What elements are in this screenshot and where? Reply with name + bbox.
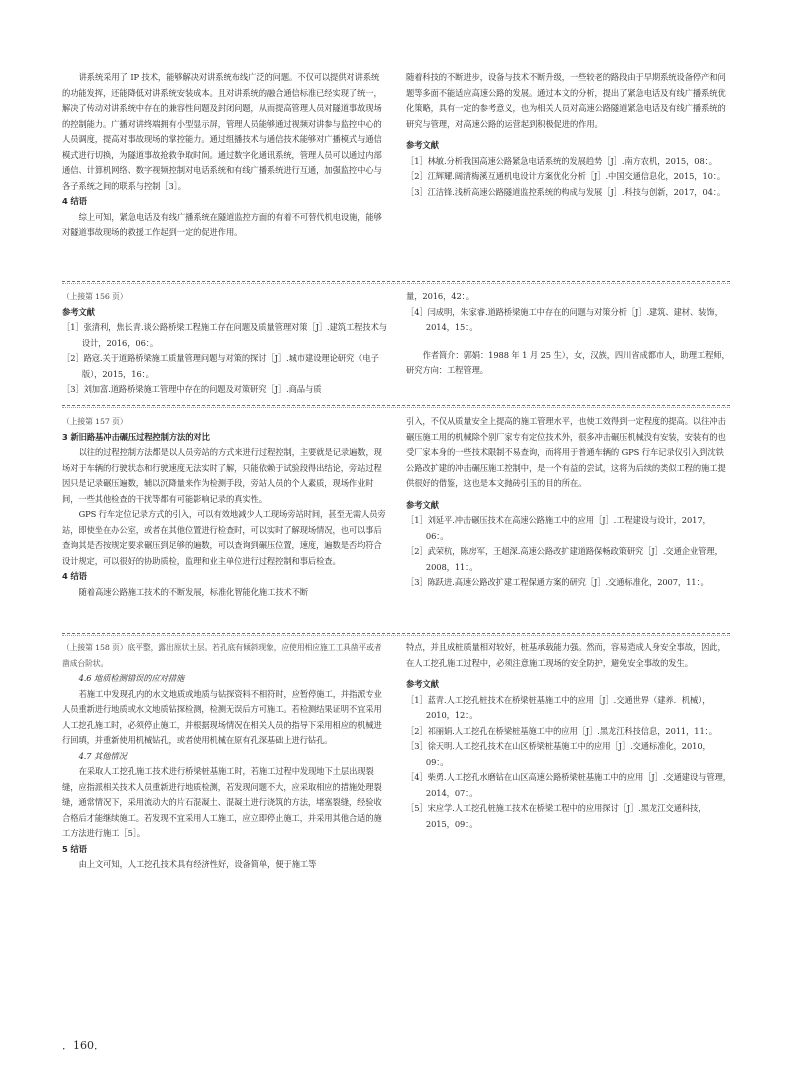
continuation-note: （上接第 156 页） [62, 292, 128, 301]
section-heading: 3 新旧路基冲击碾压过程控制方法的对比 [62, 431, 210, 442]
continuation-note: （上接第 157 页） [62, 417, 128, 426]
paragraph: 以往的过程控制方法都是以人员旁站的方式来进行过程控制，主要就是记录遍数，现场对于车辆的行驶状态和行驶速度无法实时了解，只能依赖于试验段得出结论，旁站过程因只是记录碾压遍数，辅以沉降量来作为检测手段，旁站人员的个人素质，现场作业时间，一些其他检查的干扰等都有可能影响记录的真实性。 [62, 447, 382, 504]
section-divider [62, 281, 730, 282]
paragraph: 随着高速公路施工技术的不断发展，标准化智能化施工技术不断 [78, 586, 309, 597]
reference-item: ［3］陈跃进.高速公路改扩建工程保通方案的研究［J］.交通标准化，2007，11：。 [406, 577, 709, 587]
reference-item: ［2］路寇.关于道路桥梁施工质量管理问题与对策的探讨［J］.城市建设理论研究（电子版），2015，16：。 [62, 353, 379, 379]
s1-left [62, 70, 387, 241]
section-heading: 5 结语 [62, 843, 87, 854]
paragraph: 综上可知，紧急电话及有线广播系统在隧道监控方面的有着不可替代机电设施，能够对隧道事故现场的救援工作起到一定的促进作用。 [62, 211, 382, 237]
reference-item: ［1］蓝青.人工挖孔桩技术在桥梁桩基施工中的应用［J］.交通世界（建养．机械），2010，12：。 [406, 694, 711, 720]
continuation-note: （上接第 158 页）底平整，露出原状土层。若孔底有倾斜现象，应使用相应施工工具凿平或者凿成台阶状。 [62, 643, 382, 668]
paragraph: 在采取人工挖孔施工技术进行桥梁桩基施工时，若施工过程中发现地下土层出现裂缝，应指派相关技术人员重新进行地质检测，若发现问题不大，应采取相应的措施处理裂缝，通常情况下，采用流动大的片石混凝土、混凝土进行浇筑的方法，堵塞裂缝，经验收合格后才能继续施工。若发现不宜采用人工施工，应立即停止施工，并采用其他合适的施工方法进行施工［5］。 [62, 766, 382, 838]
reference-item: ［4］柴勇.人工挖孔水磨钻在山区高速公路桥梁桩基施工中的应用［J］.交通建设与管理，2014，07：。 [406, 772, 731, 798]
paragraph: 引入，不仅从质量安全上提高的施工管理水平，也使工效得到一定程度的提高。以往冲击碾压施工用的机械除个别厂家专有定位技术外，很多冲击碾压机械没有安装，安装有的也受厂家本身的一些技术限制不易查询，而将用于普通车辆的 GPS 行车记录仪引入到沈铁公路改扩建的冲击碾压施工控制中，是一个有益的尝试，这将为后续的类似工程的施工提供很好的借鉴，这也是本文抛砖引玉的目的所在。 [406, 416, 726, 488]
section-heading: 参考文献 [406, 140, 439, 150]
paragraph: 由上文可知，人工挖孔技术具有经济性好，设备简单，便于施工等 [78, 859, 317, 869]
s3-left [62, 414, 387, 600]
s2-left [62, 289, 387, 398]
section-heading: 参考文献 [406, 679, 439, 689]
section-divider [62, 405, 730, 406]
reference-item: ［3］江洁锋.浅析高速公路隧道监控系统的构成与发展［J］.科技与创新，2017，04：。 [406, 186, 726, 197]
reference-item: ［3］徐天明.人工挖孔技术在山区桥梁桩基施工中的应用［J］.交通标准化，2010，09：。 [406, 741, 711, 767]
reference-item: ［2］祁丽娟.人工挖孔在桥梁桩基施工中的应用［J］.黑龙江科技信息，2011，11：。 [406, 725, 717, 736]
section-heading: 参考文献 [406, 499, 439, 510]
s4-left [62, 640, 387, 873]
reference-item: ［4］闫成明，朱家睿.道路桥梁施工中存在的问题与对策分析［J］.建筑、建材、装饰，2014，15：。 [406, 306, 723, 332]
reference-item: ［2］武荣杭，陈房军，王超深.高速公路改扩建道路保畅政策研究［J］.交通企业管理，2008，11：。 [406, 546, 723, 572]
paragraph: 讲系统采用了 IP 技术，能够解决对讲系统布线广泛的问题。不仅可以提供对讲系统的功能发挥，还能降低对讲系统安装成本。且对讲系统的融合通信标准已经实现了统一，解决了传动对讲系统中存在的兼容性问题及封闭问题，从而提高管理人员对隧道事故现场的控制能力。广播对讲终端拥有小型显示屏，管理人员能够通过视频对讲参与监控中心的人员调度，提高对事故现场的掌控能力。通过组播技术与通信技术能够对广播模式与通信模式进行切换，为隧道事故抢救争取时间。通过数字化通讯系统，管理人员可以通过内部通信、计算机网络、数字视频控制对电话系统和有线广播系统进行互通，加强监控中心与各子系统之间的联系与控制［3］。 [62, 72, 382, 191]
paragraph: 量，2016，42：。 [406, 291, 474, 301]
section-heading: 4 结语 [62, 196, 87, 206]
author-bio: 作者简介：郭娟：1988 年 1 月 25 生），女，汉族，四川省成都市人，助理工程师，研究方向：工程管理。 [406, 349, 730, 375]
paragraph: 随着科技的不断进步，设备与技术不断升级，一些较老的路段由于早期系统设备停产和问题等多面不能适应高速公路的发展。通过本文的分析，提出了紧急电话及有线广播系统优化策略，具有一定的参考意义，也为相关人员对高速公路隧道紧急电话及有线广播系统的研究与管理，对高速公路的运营起到积极促进的作用。 [406, 72, 726, 129]
reference-item: ［3］刘加富.道路桥梁施工管理中存在的问题及对策研究［J］.商品与质 [62, 384, 322, 394]
s1-right [406, 70, 731, 200]
reference-item: ［1］刘延平.冲击碾压技术在高速公路施工中的应用［J］.工程建设与设计，2017，06：。 [406, 515, 711, 541]
section-heading: 参考文献 [62, 306, 95, 317]
s4-right [406, 640, 731, 832]
paragraph: 特点，并且成桩质量相对较好，桩基承载能力强。然而，容易造成人身安全事故，因此，在人工挖孔施工过程中，必须注意施工现场的安全防护，避免安全事故的发生。 [406, 642, 726, 668]
section-heading: 4 结语 [62, 571, 87, 581]
reference-item: ［5］宋应学.人工挖孔桩施工技术在桥梁工程中的应用探讨［J］.黑龙江交通科技，2015，09：。 [406, 803, 707, 829]
paragraph: 若施工中发现孔内的水文地质或地质与钻探资料不相符时，应暂停施工，并指派专业人员重新进行地质或水文地质钻探检测，检测无误后方可施工。若检测结果证明不宜采用人工挖孔施工时，必须停止施工，并根据现场情况在相关人员的指导下采用相应的机械进行回填，并重新使用机械钻孔，或者使用机械在原有孔深基础上进行钻孔。 [62, 688, 382, 745]
s2-right [406, 289, 731, 379]
subsection-heading: 4.7 其他情况 [78, 750, 127, 761]
reference-item: ［2］江辉耀.阔清梅溪互通机电设计方案优化分析［J］.中国交通信息化，2015，10：。 [406, 171, 726, 181]
section-divider [62, 633, 730, 634]
reference-item: ［1］林敏.分析我国高速公路紧急电话系统的发展趋势［J］.南方农机，2015，08：。 [406, 155, 717, 166]
s3-right [406, 414, 731, 591]
paragraph: GPS 行车定位记录方式的引入，可以有效地减少人工现场旁站时间，甚至无需人员旁站，即使坐在办公室，或者在其他位置进行检查时，可以实时了解现场情况，也可以事后查询其是否按规定要求碾压到足够的遍数，可以查询到碾压位置，速度，遍数是否均符合设计规定，可以很好的协助质检，监理和业主单位进行过程控制和事后检查。 [62, 509, 386, 566]
page-number: ．160． [62, 1039, 105, 1052]
reference-item: ［1］张清利，焦长青.谈公路桥梁工程施工存在问题及质量管理对策［J］.建筑工程技术与设计，2016，06：。 [62, 322, 387, 348]
subsection-heading: 4.6 地质检测错误的应对措施 [78, 673, 185, 683]
